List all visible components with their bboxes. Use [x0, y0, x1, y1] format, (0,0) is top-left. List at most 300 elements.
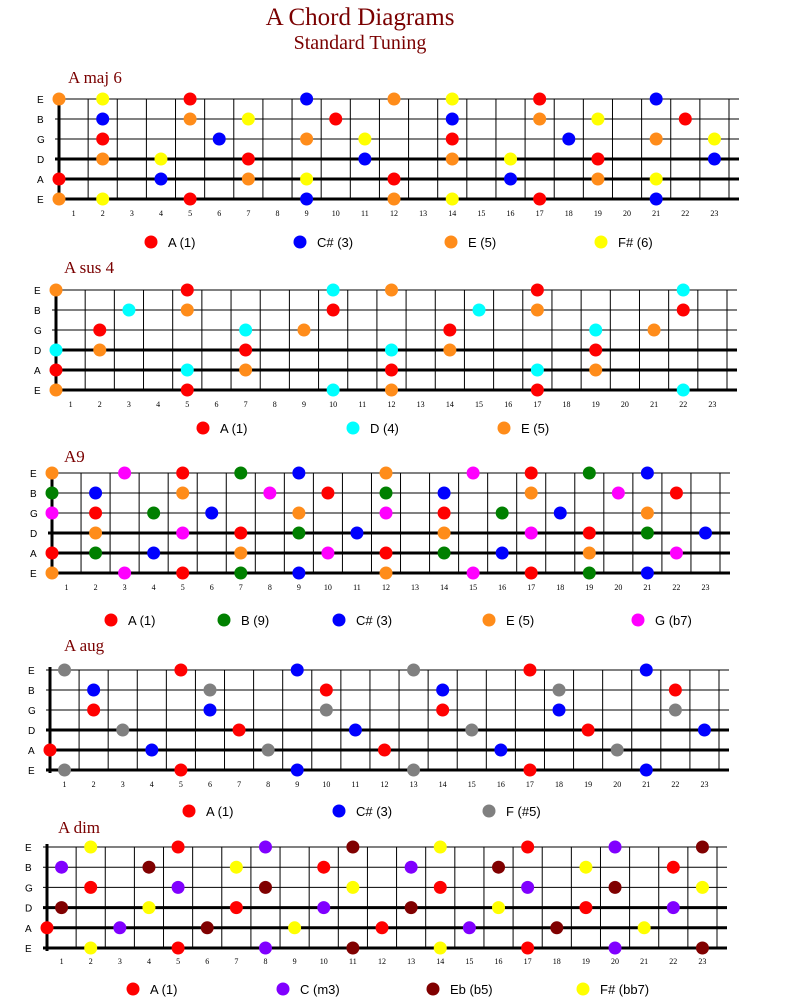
note-dot: [50, 384, 63, 397]
fret-number: 19: [591, 400, 600, 409]
fret-number: 5: [188, 209, 193, 218]
legend-label: E (5): [521, 421, 550, 436]
legend-item: [183, 804, 234, 819]
note-dot: [349, 724, 362, 737]
note-dot: [677, 284, 690, 297]
fret-number: 19: [593, 209, 602, 218]
legend-dot: [218, 614, 231, 627]
legend-label: G (b7): [655, 613, 692, 628]
note-dot: [504, 153, 517, 166]
fret-number: 1: [71, 209, 76, 218]
note-dot: [443, 324, 456, 337]
fret-number: 10: [331, 209, 340, 218]
note-dot: [203, 684, 216, 697]
note-dot: [465, 724, 478, 737]
legend-dot: [347, 422, 360, 435]
fret-number: 8: [267, 583, 272, 592]
note-dot: [589, 364, 602, 377]
fret-number: 14: [448, 209, 457, 218]
note-dot: [350, 527, 363, 540]
note-dot: [118, 467, 131, 480]
fret-number: 14: [438, 780, 447, 789]
note-dot: [234, 467, 247, 480]
fret-number: 14: [440, 583, 449, 592]
legend-dot: [145, 236, 158, 249]
note-dot: [434, 841, 447, 854]
chord-section: [25, 818, 727, 997]
note-dot: [438, 527, 451, 540]
fret-number: 6: [217, 209, 222, 218]
legend-dot: [483, 805, 496, 818]
note-dot: [46, 547, 59, 560]
fret-number: 7: [243, 400, 248, 409]
note-dot: [201, 921, 214, 934]
note-dot: [320, 684, 333, 697]
note-dot: [327, 284, 340, 297]
fret-number: 13: [411, 583, 420, 592]
legend-label: A (1): [168, 235, 196, 250]
note-dot: [388, 173, 401, 186]
legend-item: [595, 235, 653, 250]
note-dot: [55, 901, 68, 914]
legend-item: [145, 235, 196, 250]
legend-dot: [183, 805, 196, 818]
fret-number: 3: [120, 780, 125, 789]
note-dot: [346, 881, 359, 894]
chord-section: [37, 68, 739, 250]
string-label: B: [34, 306, 41, 317]
legend-label: B (9): [241, 613, 270, 628]
string-label: E: [37, 195, 44, 206]
fret-number: 21: [652, 209, 661, 218]
note-dot: [184, 113, 197, 126]
note-dot: [58, 664, 71, 677]
string-label: E: [28, 766, 35, 777]
note-dot: [679, 113, 692, 126]
fret-number: 10: [323, 583, 332, 592]
fret-number: 18: [562, 400, 571, 409]
legend-dot: [498, 422, 511, 435]
fret-number: 5: [176, 957, 181, 966]
note-dot: [579, 901, 592, 914]
fret-number: 13: [419, 209, 428, 218]
note-dot: [554, 507, 567, 520]
fret-number: 18: [555, 780, 564, 789]
note-dot: [346, 841, 359, 854]
fret-number: 13: [409, 780, 418, 789]
note-dot: [550, 921, 563, 934]
legend-dot: [333, 614, 346, 627]
legend-label: A (1): [128, 613, 156, 628]
note-dot: [176, 527, 189, 540]
fret-number: 9: [296, 583, 301, 592]
fret-number: 17: [523, 957, 532, 966]
fret-number: 18: [552, 957, 561, 966]
note-dot: [118, 567, 131, 580]
fret-number: 15: [475, 400, 484, 409]
string-label: A: [25, 923, 32, 935]
fret-number: 2: [88, 957, 93, 966]
note-dot: [533, 113, 546, 126]
fret-number: 5: [185, 400, 190, 409]
legend-item: [445, 235, 497, 250]
note-dot: [579, 861, 592, 874]
note-dot: [641, 507, 654, 520]
string-label: E: [34, 286, 41, 297]
note-dot: [405, 861, 418, 874]
note-dot: [650, 133, 663, 146]
note-dot: [696, 942, 709, 955]
note-dot: [407, 664, 420, 677]
string-label: E: [37, 95, 44, 106]
note-dot: [583, 467, 596, 480]
legend-item: [197, 421, 248, 436]
note-dot: [84, 841, 97, 854]
legend-item: [277, 982, 340, 997]
string-label: B: [28, 686, 35, 697]
fret-number: 12: [390, 209, 398, 218]
legend-label: A (1): [206, 804, 234, 819]
fret-number: 8: [263, 957, 268, 966]
string-label: E: [25, 944, 32, 955]
note-dot: [638, 921, 651, 934]
fret-number: 3: [117, 957, 122, 966]
note-dot: [234, 567, 247, 580]
note-dot: [321, 487, 334, 500]
note-dot: [329, 113, 342, 126]
fret-number: 14: [436, 957, 445, 966]
string-label: G: [37, 135, 45, 146]
note-dot: [93, 324, 106, 337]
note-dot: [116, 724, 129, 737]
note-dot: [239, 344, 252, 357]
fret-number: 18: [556, 583, 565, 592]
note-dot: [230, 861, 243, 874]
legend-item: [105, 613, 156, 628]
note-dot: [641, 567, 654, 580]
legend-label: A (1): [150, 982, 178, 997]
note-dot: [154, 153, 167, 166]
note-dot: [591, 153, 604, 166]
fret-number: 17: [535, 209, 544, 218]
note-dot: [583, 527, 596, 540]
note-dot: [583, 547, 596, 560]
note-dot: [612, 487, 625, 500]
note-dot: [327, 304, 340, 317]
note-dot: [640, 764, 653, 777]
fret-number: 2: [93, 583, 98, 592]
note-dot: [203, 704, 216, 717]
string-label: D: [25, 903, 33, 915]
section-title: A maj 6: [68, 68, 122, 87]
note-dot: [87, 704, 100, 717]
note-dot: [698, 724, 711, 737]
note-dot: [609, 841, 622, 854]
note-dot: [583, 567, 596, 580]
note-dot: [242, 153, 255, 166]
note-dot: [142, 901, 155, 914]
note-dot: [405, 901, 418, 914]
fret-number: 14: [445, 400, 454, 409]
fret-number: 23: [701, 583, 710, 592]
string-label: B: [30, 489, 37, 500]
legend-item: [577, 982, 650, 997]
fret-number: 4: [156, 400, 161, 409]
legend-label: F (#5): [506, 804, 541, 819]
fret-number: 11: [349, 957, 357, 966]
note-dot: [525, 467, 538, 480]
fret-number: 19: [584, 780, 593, 789]
fret-number: 18: [564, 209, 573, 218]
note-dot: [467, 567, 480, 580]
note-dot: [41, 921, 54, 934]
section-title: A9: [64, 447, 85, 466]
legend-label: F# (6): [618, 235, 653, 250]
legend-dot: [595, 236, 608, 249]
legend-item: [218, 613, 270, 628]
fret-number: 20: [614, 583, 623, 592]
note-dot: [172, 841, 185, 854]
note-dot: [641, 467, 654, 480]
string-label: G: [34, 326, 42, 337]
note-dot: [96, 93, 109, 106]
fret-number: 22: [672, 583, 681, 592]
note-dot: [378, 744, 391, 757]
fret-number: 17: [533, 400, 542, 409]
note-dot: [533, 93, 546, 106]
note-dot: [84, 881, 97, 894]
string-label: E: [34, 386, 41, 397]
fret-number: 2: [97, 400, 102, 409]
note-dot: [262, 744, 275, 757]
fret-number: 17: [525, 780, 534, 789]
note-dot: [525, 527, 538, 540]
fret-number: 9: [304, 209, 309, 218]
note-dot: [55, 861, 68, 874]
note-dot: [176, 567, 189, 580]
fret-number: 19: [585, 583, 594, 592]
fret-number: 3: [129, 209, 134, 218]
string-label: G: [30, 509, 38, 520]
legend-dot: [294, 236, 307, 249]
note-dot: [147, 507, 160, 520]
note-dot: [292, 507, 305, 520]
note-dot: [205, 507, 218, 520]
note-dot: [696, 841, 709, 854]
note-dot: [708, 133, 721, 146]
note-dot: [667, 901, 680, 914]
fret-number: 9: [301, 400, 306, 409]
string-label: A: [34, 366, 41, 377]
note-dot: [533, 193, 546, 206]
string-label: E: [25, 843, 32, 854]
legend-label: E (5): [506, 613, 535, 628]
chord-section: [28, 636, 729, 819]
fret-number: 11: [353, 583, 361, 592]
chord-section: [34, 258, 737, 436]
fret-number: 21: [640, 957, 649, 966]
note-dot: [96, 113, 109, 126]
legend-label: C# (3): [317, 235, 354, 250]
fret-number: 17: [527, 583, 536, 592]
legend-item: [294, 235, 354, 250]
note-dot: [521, 841, 534, 854]
string-label: A: [30, 549, 37, 560]
note-dot: [317, 861, 330, 874]
note-dot: [434, 881, 447, 894]
note-dot: [346, 942, 359, 955]
section-title: A dim: [58, 818, 101, 837]
string-label: E: [30, 569, 37, 580]
string-label: D: [30, 529, 38, 540]
legend-label: E (5): [468, 235, 497, 250]
fret-number: 12: [382, 583, 390, 592]
note-dot: [496, 507, 509, 520]
fret-number: 6: [207, 780, 212, 789]
fret-number: 5: [178, 780, 183, 789]
fret-number: 21: [643, 583, 652, 592]
note-dot: [53, 93, 66, 106]
note-dot: [44, 744, 57, 757]
fret-number: 6: [205, 957, 210, 966]
note-dot: [582, 724, 595, 737]
note-dot: [259, 881, 272, 894]
string-label: D: [37, 155, 45, 166]
note-dot: [292, 527, 305, 540]
legend-item: [333, 613, 393, 628]
note-dot: [446, 193, 459, 206]
fret-number: 12: [380, 780, 389, 789]
note-dot: [380, 507, 393, 520]
legend-dot: [277, 983, 290, 996]
note-dot: [446, 153, 459, 166]
fret-number: 22: [669, 957, 678, 966]
note-dot: [300, 173, 313, 186]
note-dot: [46, 567, 59, 580]
note-dot: [553, 684, 566, 697]
note-dot: [553, 704, 566, 717]
fret-number: 23: [700, 780, 709, 789]
note-dot: [525, 567, 538, 580]
fret-number: 11: [358, 400, 367, 409]
note-dot: [496, 547, 509, 560]
string-label: D: [28, 726, 36, 737]
note-dot: [438, 507, 451, 520]
fret-number: 1: [68, 400, 73, 409]
note-dot: [89, 507, 102, 520]
note-dot: [640, 664, 653, 677]
note-dot: [184, 93, 197, 106]
fret-number: 21: [650, 400, 659, 409]
fret-number: 7: [237, 780, 242, 789]
note-dot: [89, 527, 102, 540]
legend-dot: [445, 236, 458, 249]
note-dot: [239, 364, 252, 377]
fret-number: 2: [100, 209, 105, 218]
fret-number: 12: [387, 400, 396, 409]
fret-number: 1: [62, 780, 67, 789]
note-dot: [650, 173, 663, 186]
note-dot: [234, 527, 247, 540]
note-dot: [385, 284, 398, 297]
note-dot: [300, 93, 313, 106]
legend-item: [632, 613, 692, 628]
note-dot: [53, 173, 66, 186]
note-dot: [181, 284, 194, 297]
note-dot: [46, 467, 59, 480]
fret-number: 9: [295, 780, 300, 789]
note-dot: [467, 467, 480, 480]
legend-dot: [577, 983, 590, 996]
note-dot: [677, 384, 690, 397]
note-dot: [259, 841, 272, 854]
note-dot: [50, 284, 63, 297]
fret-number: 4: [146, 957, 151, 966]
fret-number: 16: [494, 957, 503, 966]
note-dot: [696, 881, 709, 894]
note-dot: [521, 881, 534, 894]
note-dot: [89, 547, 102, 560]
fret-number: 15: [477, 209, 486, 218]
note-dot: [473, 304, 486, 317]
note-dot: [531, 304, 544, 317]
string-label: G: [28, 706, 36, 717]
note-dot: [494, 744, 507, 757]
note-dot: [174, 664, 187, 677]
note-dot: [523, 664, 536, 677]
note-dot: [263, 487, 276, 500]
fret-number: 7: [234, 957, 239, 966]
note-dot: [113, 921, 126, 934]
note-dot: [358, 153, 371, 166]
note-dot: [50, 364, 63, 377]
note-dot: [53, 193, 66, 206]
section-title: A aug: [64, 636, 105, 655]
note-dot: [89, 487, 102, 500]
note-dot: [443, 344, 456, 357]
note-dot: [531, 384, 544, 397]
legend-item: [333, 804, 393, 819]
fret-number: 10: [322, 780, 331, 789]
legend-label: C# (3): [356, 613, 393, 628]
fret-number: 22: [671, 780, 680, 789]
note-dot: [670, 487, 683, 500]
fret-number: 7: [246, 209, 251, 218]
string-label: A: [28, 746, 35, 757]
legend-dot: [632, 614, 645, 627]
fret-number: 6: [209, 583, 214, 592]
fret-number: 16: [498, 583, 507, 592]
note-dot: [145, 744, 158, 757]
fret-number: 10: [319, 957, 328, 966]
legend-dot: [197, 422, 210, 435]
note-dot: [96, 133, 109, 146]
legend-label: Eb (b5): [450, 982, 493, 997]
legend-dot: [105, 614, 118, 627]
note-dot: [609, 881, 622, 894]
fret-number: 10: [329, 400, 338, 409]
legend-item: [498, 421, 550, 436]
note-dot: [142, 861, 155, 874]
note-dot: [181, 304, 194, 317]
note-dot: [242, 173, 255, 186]
legend-dot: [483, 614, 496, 627]
note-dot: [609, 942, 622, 955]
note-dot: [147, 547, 160, 560]
note-dot: [46, 507, 59, 520]
fret-number: 11: [361, 209, 369, 218]
fret-number: 20: [611, 957, 620, 966]
